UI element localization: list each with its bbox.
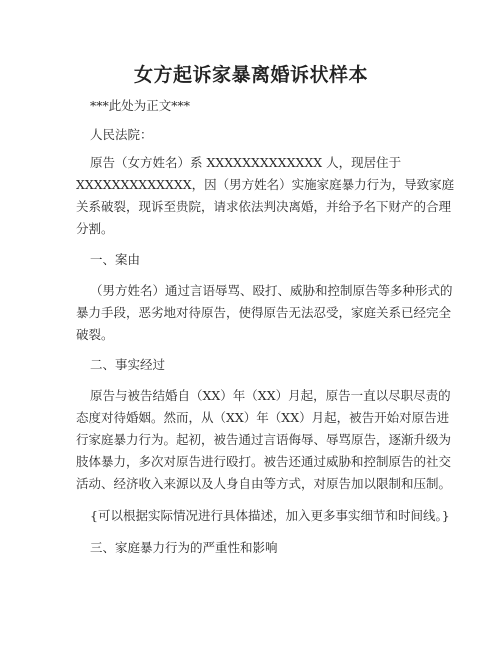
section1-heading: 一、案由: [90, 252, 141, 267]
section2-line-1: 原告与被告结婚自（XX）年（XX）月起，原告一直以尽职尽责的: [90, 388, 451, 403]
section2-heading: 二、事实经过: [90, 357, 166, 372]
section2-line-4: 肢体暴力，多次对原告进行殴打。被告还通过威胁和控制原告的社交: [76, 454, 452, 469]
intro-line-3: 关系破裂，现诉至贵院，请求依法判决离婚，并给予名下财产的合理: [76, 199, 452, 214]
intro-line-4: 分割。: [76, 221, 114, 236]
document-title: 女方起诉家暴离婚诉状样本: [133, 64, 368, 86]
addressee: 人民法院：: [90, 127, 153, 142]
intro-line-1: 原告（女方姓名）系 XXXXXXXXXXXXX 人，现居住于: [90, 155, 402, 170]
section2-note: {可以根据实际情况进行具体描述，加入更多事实细节和时间线。}: [90, 508, 450, 523]
body-marker: ***此处为正文***: [90, 98, 191, 113]
section2-line-5: 活动、经济收入来源以及人身自由等方式，对原告加以限制和压制。: [76, 476, 452, 491]
section2-line-2: 态度对待婚姻。然而，从（XX）年（XX）月起，被告开始对原告进: [76, 410, 450, 425]
section2-line-3: 行家庭暴力行为。起初，被告通过言语侮辱、辱骂原告，逐渐升级为: [76, 432, 452, 447]
section1-line-2: 暴力手段，恶劣地对待原告，使得原告无法忍受，家庭关系已经完全: [76, 305, 452, 320]
section1-line-1: （男方姓名）通过言语辱骂、殴打、威胁和控制原告等多种形式的: [90, 283, 453, 298]
section3-heading: 三、家庭暴力行为的严重性和影响: [90, 540, 278, 555]
intro-line-2: XXXXXXXXXXXXX，因（男方姓名）实施家庭暴力行为，导致家庭: [76, 177, 455, 192]
section1-line-3: 破裂。: [76, 327, 114, 342]
